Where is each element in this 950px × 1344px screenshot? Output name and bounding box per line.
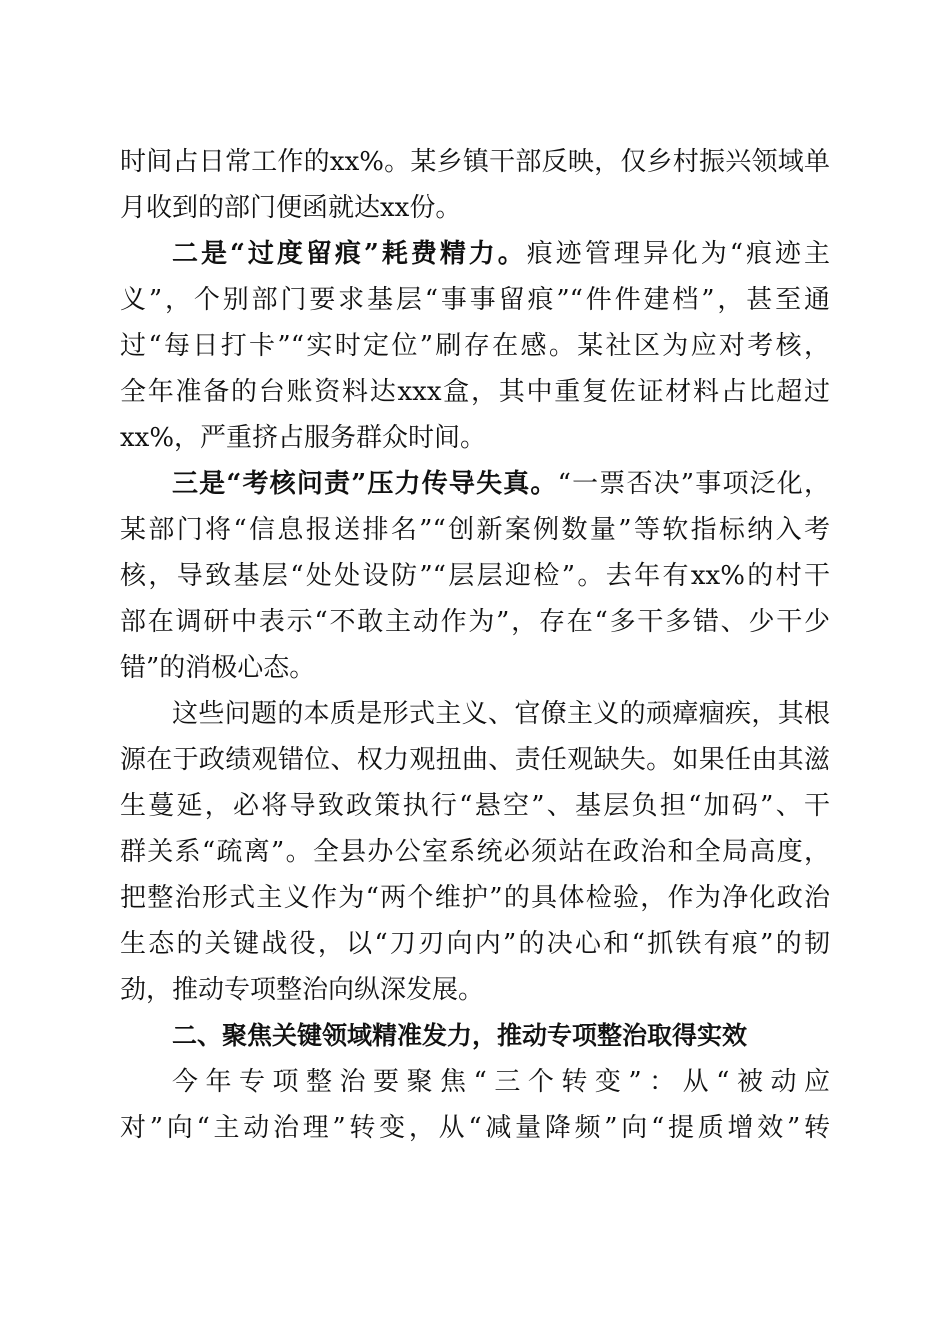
text-span: 痕迹管理异化为“痕迹主 — [526, 239, 830, 269]
text-line: 义”，个别部门要求基层“事事留痕”“件件建档”，甚至通 — [120, 285, 830, 315]
point-two-heading: 二是“过度留痕”耗费精力。 — [172, 239, 527, 269]
text-line: 核，导致基层“处处设防”“层层迎检”。去年有xx%的村干 — [120, 561, 830, 591]
text-line: 生蔓延，必将导致政策执行“悬空”、基层负担“加码”、干 — [120, 791, 830, 821]
text-line: 今年专项整治要聚焦“三个转变”：从“被动应 — [172, 1067, 830, 1097]
text-line: 某部门将“信息报送排名”“创新案例数量”等软指标纳入考 — [120, 515, 830, 545]
text-span: “一票否决”事项泛化， — [557, 469, 830, 499]
text-line: 月收到的部门便函就达xx份。 — [120, 193, 462, 223]
section-heading: 二、聚焦关键领域精准发力，推动专项整治取得实效 — [172, 1021, 748, 1050]
text-line: 部在调研中表示“不敢主动作为”，存在“多干多错、少干少 — [120, 607, 830, 637]
text-line: 这些问题的本质是形式主义、官僚主义的顽瘴痼疾，其根 — [172, 699, 830, 729]
text-line: 把整治形式主义作为“两个维护”的具体检验，作为净化政治 — [120, 883, 830, 913]
text-line: 过“每日打卡”“实时定位”刷存在感。某社区为应对考核， — [120, 331, 830, 361]
text-line: 错”的消极心态。 — [120, 653, 316, 683]
text-line: xx%，严重挤占服务群众时间。 — [120, 423, 487, 453]
paragraph-three-first-line — [172, 462, 830, 506]
text-line: 时间占日常工作的xx%。某乡镇干部反映，仅乡村振兴领域单 — [120, 147, 830, 177]
text-line: 劲，推动专项整治向纵深发展。 — [120, 975, 485, 1005]
text-line: 全年准备的台账资料达xxx盒，其中重复佐证材料占比超过 — [120, 377, 830, 407]
text-line: 源在于政绩观错位、权力观扭曲、责任观缺失。如果任由其滋 — [120, 745, 830, 775]
text-line: 群关系“疏离”。全县办公室系统必须站在政治和全局高度， — [120, 837, 830, 867]
text-line: 对”向“主动治理”转变，从“减量降频”向“提质增效”转 — [120, 1113, 830, 1143]
paragraph-two-first-line — [172, 232, 830, 276]
text-line: 生态的关键战役，以“刀刃向内”的决心和“抓铁有痕”的韧 — [120, 929, 830, 959]
point-three-heading: 三是“考核问责”压力传导失真。 — [172, 469, 558, 499]
